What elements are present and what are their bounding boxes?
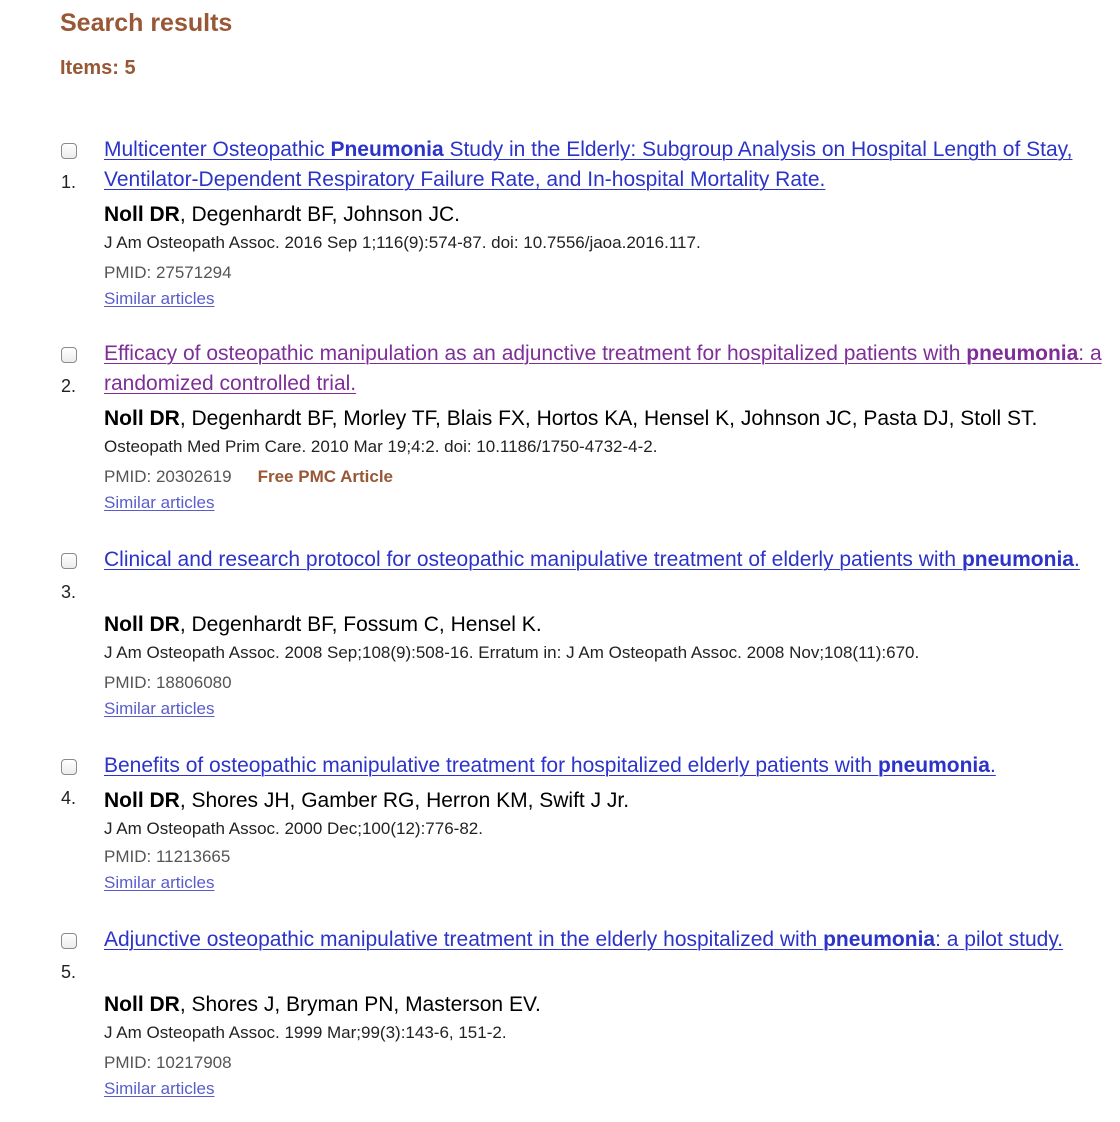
similar-articles-link[interactable]: Similar articles bbox=[104, 699, 215, 718]
result-title-link[interactable] bbox=[104, 751, 1114, 781]
citation: J Am Osteopath Assoc. 2008 Sep;108(9):508-16. Erratum in: J Am Osteopath Assoc. 2008 Nov;108(11):670. bbox=[104, 643, 920, 662]
citation: J Am Osteopath Assoc. 2016 Sep 1;116(9):574-87. doi: 10.7556/jaoa.2016.117. bbox=[104, 233, 701, 252]
result-title-link[interactable] bbox=[104, 545, 1114, 575]
select-checkbox[interactable] bbox=[61, 347, 77, 363]
lead-author: Noll DR bbox=[104, 203, 180, 226]
other-authors: , Degenhardt BF, Johnson JC. bbox=[179, 203, 460, 226]
title-text: Benefits of osteopathic manipulative treatment for hospitalized elderly patients with bbox=[104, 754, 878, 777]
lead-author: Noll DR bbox=[104, 993, 180, 1016]
pmid-text: PMID: 11213665 bbox=[104, 847, 231, 866]
items-count: Items: 5 bbox=[60, 57, 136, 79]
other-authors: , Degenhardt BF, Morley TF, Blais FX, Hortos KA, Hensel K, Johnson JC, Pasta DJ, Stoll ST. bbox=[179, 407, 1038, 430]
similar-articles-link[interactable]: Similar articles bbox=[104, 1079, 215, 1098]
title-keyword: Pneumonia bbox=[330, 138, 444, 161]
authors bbox=[104, 788, 629, 814]
select-checkbox[interactable] bbox=[61, 933, 77, 949]
page-title: Search results bbox=[60, 9, 233, 37]
title-keyword: pneumonia bbox=[877, 754, 990, 777]
title-text: Efficacy of osteopathic manipulation as an adjunctive treatment for hospitalized patients with bbox=[104, 342, 967, 365]
authors bbox=[104, 992, 541, 1018]
result-number: 3. bbox=[61, 582, 77, 602]
pmid-text: PMID: 10217908 bbox=[104, 1053, 232, 1072]
title-keyword: pneumonia bbox=[961, 548, 1074, 571]
select-checkbox[interactable] bbox=[61, 759, 77, 775]
pmid-text: PMID: 27571294 bbox=[104, 263, 232, 282]
lead-author: Noll DR bbox=[104, 789, 180, 812]
title-text: : a randomized controlled trial. bbox=[104, 342, 1102, 395]
other-authors: , Shores J, Bryman PN, Masterson EV. bbox=[179, 993, 541, 1016]
title-text: Adjunctive osteopathic manipulative treatment in the elderly hospitalized with bbox=[104, 928, 824, 951]
title-text: Clinical and research protocol for osteopathic manipulative treatment of elderly patients with bbox=[104, 548, 962, 571]
citation: Osteopath Med Prim Care. 2010 Mar 19;4:2. doi: 10.1186/1750-4732-4-2. bbox=[104, 437, 658, 456]
authors bbox=[104, 406, 1037, 432]
pmid bbox=[104, 846, 230, 868]
pmid-text: PMID: 18806080 bbox=[104, 673, 232, 692]
result-title-link[interactable] bbox=[104, 925, 1114, 955]
result-number: 5. bbox=[61, 962, 77, 982]
title-text: Multicenter Osteopathic bbox=[104, 138, 331, 161]
citation: J Am Osteopath Assoc. 2000 Dec;100(12):776-82. bbox=[104, 819, 483, 838]
pmid bbox=[104, 1052, 232, 1074]
authors bbox=[104, 202, 460, 228]
similar-articles-link[interactable]: Similar articles bbox=[104, 873, 215, 892]
pmid bbox=[104, 672, 232, 694]
pmid bbox=[104, 262, 232, 284]
title-keyword: pneumonia bbox=[966, 342, 1079, 365]
other-authors: , Shores JH, Gamber RG, Herron KM, Swift J Jr. bbox=[179, 789, 630, 812]
title-text: . bbox=[1073, 548, 1080, 571]
pmid-text: PMID: 20302619 bbox=[104, 467, 232, 486]
other-authors: , Degenhardt BF, Fossum C, Hensel K. bbox=[179, 613, 542, 636]
result-number: 2. bbox=[61, 376, 77, 396]
similar-articles-link[interactable]: Similar articles bbox=[104, 493, 215, 512]
lead-author: Noll DR bbox=[104, 407, 180, 430]
pmid bbox=[104, 466, 393, 488]
title-text: Study in the Elderly: Subgroup Analysis on Hospital Length of Stay, Ventilator-Dependent Respiratory Failure Rate, and In-hospital Mortality Rate. bbox=[104, 138, 1073, 191]
citation: J Am Osteopath Assoc. 1999 Mar;99(3):143-6, 151-2. bbox=[104, 1023, 507, 1042]
result-title-link[interactable] bbox=[104, 339, 1114, 399]
title-text: : a pilot study. bbox=[935, 928, 1064, 951]
result-number: 1. bbox=[61, 172, 77, 192]
select-checkbox[interactable] bbox=[61, 553, 77, 569]
select-checkbox[interactable] bbox=[61, 143, 77, 159]
lead-author: Noll DR bbox=[104, 613, 180, 636]
similar-articles-link[interactable]: Similar articles bbox=[104, 289, 215, 308]
title-keyword: pneumonia bbox=[823, 928, 936, 951]
free-pmc-badge: Free PMC Article bbox=[257, 467, 394, 486]
result-number: 4. bbox=[61, 788, 77, 808]
result-title-link[interactable] bbox=[104, 135, 1114, 195]
title-text: . bbox=[989, 754, 996, 777]
authors bbox=[104, 612, 542, 638]
